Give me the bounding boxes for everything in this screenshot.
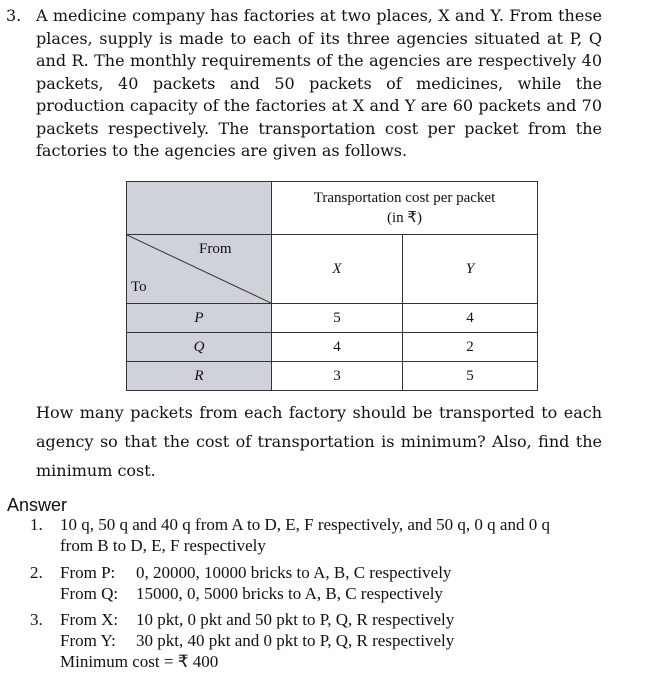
answer-3-label2: From Y: <box>60 631 116 650</box>
cost-p-y: 4 <box>403 304 538 333</box>
answer-1-line1: 10 q, 50 q and 40 q from A to D, E, F respectively, and 50 q, 0 q and 0 q <box>60 515 550 534</box>
answer-heading: Answer <box>7 495 68 515</box>
table-row <box>127 362 538 391</box>
table-blank-cell <box>127 182 272 235</box>
cost-q-x: 4 <box>272 333 403 362</box>
answer-1-number: 1. <box>30 515 43 534</box>
answer-3-label1: From X: <box>60 610 119 629</box>
row-agency-q: Q <box>127 333 272 362</box>
table-row <box>127 304 538 333</box>
answer-2-line2: 15000, 0, 5000 bricks to A, B, C respectively <box>136 584 443 603</box>
transport-cost-table <box>126 181 538 391</box>
table-header-line2: (in ₹) <box>387 210 422 226</box>
corner-to-label: To <box>131 279 147 295</box>
table-header <box>272 182 538 235</box>
answer-2-label2: From Q: <box>60 584 119 603</box>
table-row <box>127 333 538 362</box>
question-number: 3. <box>6 6 22 25</box>
cost-r-x: 3 <box>272 362 403 391</box>
col-header-y: Y <box>403 235 538 304</box>
answer-3-line2: 30 pkt, 40 pkt and 0 pkt to P, Q, R respectively <box>136 631 455 650</box>
table-header-line1: Transportation cost per packet <box>313 190 496 206</box>
answer-2-number: 2. <box>30 563 43 582</box>
question-intro: A medicine company has factories at two places, X and Y. From these places, supply is made to each of its three agencies situated at P, Q and R. The monthly requirements of the agencies are respectively 40 packets, 40 packets and 50 packets of medicines, while the production capacity of the factories at X and Y are 60 packets and 70 packets respectively. The transportation cost per packet from the factories to the agencies are given as follows. <box>36 6 602 160</box>
corner-from-label: From <box>199 241 232 257</box>
cost-r-y: 5 <box>403 362 538 391</box>
answer-3-line1: 10 pkt, 0 pkt and 50 pkt to P, Q, R respectively <box>136 610 455 629</box>
answer-3-line3: Minimum cost = ₹ 400 <box>60 652 219 671</box>
answer-2-label1: From P: <box>60 563 116 582</box>
question-ask: How many packets from each factory should be transported to each agency so that the cost of transportation is minimum? Also, find the minimum cost. <box>36 403 602 480</box>
cost-p-x: 5 <box>272 304 403 333</box>
table-corner-cell <box>127 235 272 304</box>
answer-3-number: 3. <box>30 610 43 629</box>
answer-2-line1: 0, 20000, 10000 bricks to A, B, C respectively <box>136 563 452 582</box>
answer-1-line2: from B to D, E, F respectively <box>60 536 266 555</box>
cost-q-y: 2 <box>403 333 538 362</box>
col-header-x: X <box>272 235 403 304</box>
row-agency-p: P <box>127 304 272 333</box>
row-agency-r: R <box>127 362 272 391</box>
